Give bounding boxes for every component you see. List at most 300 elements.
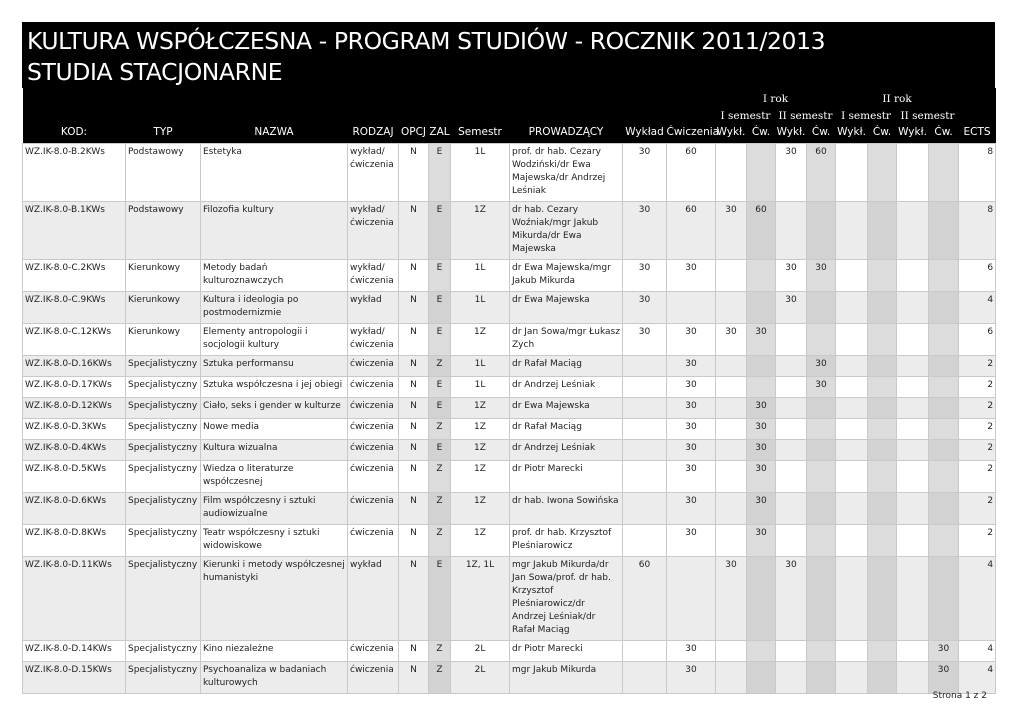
cell-zal: E <box>429 323 451 355</box>
column-header: Semestr <box>458 126 502 139</box>
cell-prowadzacy: prof. dr hab. Krzysztof Pleśniarowicz <box>510 524 623 556</box>
cell-s4w <box>897 376 929 397</box>
column-header: Ćw. <box>872 126 892 139</box>
cell-nazwa: Estetyka <box>201 143 348 201</box>
cell-opcj: N <box>399 418 429 439</box>
cell-typ: Kierunkowy <box>126 259 201 291</box>
cell-wyklad <box>623 492 667 524</box>
cell-kod: WZ.IK-8.0-D.14KWs <box>23 640 126 661</box>
cell-prowadzacy: prof. dr hab. Cezary Wodziński/dr Ewa Majewska/dr Andrzej Leśniak <box>510 143 623 201</box>
table-row <box>23 524 996 556</box>
cell-prowadzacy: dr Rafał Maciąg <box>510 418 623 439</box>
cell-ects: 4 <box>959 291 996 323</box>
cell-rodzaj: ćwiczenia <box>348 524 399 556</box>
cell-s3w <box>836 460 868 492</box>
cell-s4c <box>929 418 959 439</box>
cell-s3w <box>836 376 868 397</box>
cell-s2w <box>776 201 807 259</box>
cell-wyklad <box>623 376 667 397</box>
column-header: Ćw. <box>934 126 953 139</box>
table-row <box>23 323 996 355</box>
page-number: Strona 1 z 2 <box>932 691 987 701</box>
cell-cwiczenia: 30 <box>667 439 716 460</box>
cell-s2c <box>807 397 836 418</box>
column-header: Ćwiczenia <box>666 126 720 139</box>
cell-s1c: 60 <box>747 201 776 259</box>
cell-s2w <box>776 376 807 397</box>
cell-s2w <box>776 640 807 661</box>
cell-s3w <box>836 323 868 355</box>
column-header: Wykł. <box>837 126 866 139</box>
cell-s1w <box>716 143 747 201</box>
cell-s2w <box>776 492 807 524</box>
cell-semestr: 1Z, 1L <box>451 556 510 640</box>
cell-typ: Specjalistyczny <box>126 355 201 376</box>
semester-header: II semestr <box>778 110 833 122</box>
cell-rodzaj: wykład/ ćwiczenia <box>348 201 399 259</box>
cell-wyklad <box>623 460 667 492</box>
cell-zal: Z <box>429 492 451 524</box>
cell-s1w: 30 <box>716 323 747 355</box>
cell-s2w <box>776 418 807 439</box>
cell-typ: Specjalistyczny <box>126 460 201 492</box>
cell-s2w <box>776 661 807 693</box>
cell-s1c <box>747 661 776 693</box>
cell-s3c <box>868 376 897 397</box>
cell-s3c <box>868 524 897 556</box>
cell-zal: Z <box>429 524 451 556</box>
cell-s3w <box>836 201 868 259</box>
column-header: TYP <box>153 126 173 139</box>
cell-s1w: 30 <box>716 201 747 259</box>
cell-semestr: 1L <box>451 376 510 397</box>
cell-s1w <box>716 291 747 323</box>
cell-semestr: 1Z <box>451 418 510 439</box>
cell-cwiczenia: 30 <box>667 661 716 693</box>
cell-s3w <box>836 661 868 693</box>
cell-typ: Kierunkowy <box>126 323 201 355</box>
cell-opcj: N <box>399 397 429 418</box>
cell-prowadzacy: dr Andrzej Leśniak <box>510 439 623 460</box>
column-header: Wykł. <box>716 126 746 139</box>
cell-nazwa: Psychoanaliza w badaniach kulturowych <box>201 661 348 693</box>
cell-rodzaj: ćwiczenia <box>348 397 399 418</box>
cell-rodzaj: ćwiczenia <box>348 492 399 524</box>
cell-wyklad <box>623 439 667 460</box>
cell-kod: WZ.IK-8.0-D.5KWs <box>23 460 126 492</box>
cell-s1c: 30 <box>747 524 776 556</box>
table-row <box>23 556 996 640</box>
table-header <box>23 88 996 143</box>
cell-s3w <box>836 143 868 201</box>
cell-s2w <box>776 524 807 556</box>
cell-cwiczenia: 60 <box>667 143 716 201</box>
cell-prowadzacy: dr Andrzej Leśniak <box>510 376 623 397</box>
cell-s1w <box>716 460 747 492</box>
cell-opcj: N <box>399 323 429 355</box>
cell-wyklad: 30 <box>623 323 667 355</box>
semester-header: I semestr <box>841 110 891 122</box>
cell-s1w <box>716 492 747 524</box>
table-row <box>23 439 996 460</box>
program-table <box>22 88 996 694</box>
column-header: KOD: <box>60 126 88 139</box>
cell-s3c <box>868 640 897 661</box>
cell-s3w <box>836 397 868 418</box>
cell-s3c <box>868 291 897 323</box>
cell-s4c <box>929 143 959 201</box>
cell-s3c <box>868 143 897 201</box>
cell-nazwa: Wiedza o literaturze współczesnej <box>201 460 348 492</box>
cell-prowadzacy: dr hab. Iwona Sowińska <box>510 492 623 524</box>
table-row <box>23 291 996 323</box>
cell-s3w <box>836 556 868 640</box>
column-header: Ćw. <box>751 126 771 139</box>
cell-s1w <box>716 376 747 397</box>
cell-nazwa: Sztuka współczesna i jej obiegi <box>201 376 348 397</box>
cell-semestr: 1Z <box>451 460 510 492</box>
cell-ects: 2 <box>959 355 996 376</box>
table-row <box>23 376 996 397</box>
cell-ects: 2 <box>959 376 996 397</box>
cell-s1c <box>747 640 776 661</box>
cell-s3c <box>868 355 897 376</box>
cell-s1c <box>747 291 776 323</box>
cell-nazwa: Kultura wizualna <box>201 439 348 460</box>
cell-rodzaj: wykład <box>348 291 399 323</box>
cell-typ: Podstawowy <box>126 201 201 259</box>
cell-cwiczenia: 30 <box>667 524 716 556</box>
cell-s3w <box>836 418 868 439</box>
cell-s4w <box>897 556 929 640</box>
cell-zal: E <box>429 291 451 323</box>
cell-zal: E <box>429 397 451 418</box>
cell-kod: WZ.IK-8.0-C.2KWs <box>23 259 126 291</box>
cell-s1c: 30 <box>747 397 776 418</box>
cell-s3c <box>868 397 897 418</box>
cell-s1c <box>747 376 776 397</box>
cell-nazwa: Nowe media <box>201 418 348 439</box>
cell-ects: 8 <box>959 143 996 201</box>
column-header: Wykł. <box>898 126 927 139</box>
cell-opcj: N <box>399 661 429 693</box>
cell-zal: E <box>429 439 451 460</box>
cell-s4w <box>897 460 929 492</box>
column-header: ECTS <box>963 126 991 139</box>
cell-typ: Specjalistyczny <box>126 661 201 693</box>
cell-zal: Z <box>429 640 451 661</box>
cell-s4w <box>897 259 929 291</box>
cell-semestr: 1Z <box>451 397 510 418</box>
cell-semestr: 1L <box>451 291 510 323</box>
semester-header: II semestr <box>900 110 955 122</box>
page-subtitle: STUDIA STACJONARNE <box>27 58 283 86</box>
cell-kod: WZ.IK-8.0-D.8KWs <box>23 524 126 556</box>
cell-s2w <box>776 460 807 492</box>
cell-wyklad <box>623 397 667 418</box>
cell-kod: WZ.IK-8.0-C.9KWs <box>23 291 126 323</box>
cell-zal: Z <box>429 460 451 492</box>
column-header: OPCJ <box>400 126 427 139</box>
cell-kod: WZ.IK-8.0-D.11KWs <box>23 556 126 640</box>
cell-s1c: 30 <box>747 492 776 524</box>
cell-s1c: 30 <box>747 460 776 492</box>
cell-s2w: 30 <box>776 291 807 323</box>
cell-prowadzacy: dr hab. Cezary Woźniak/mgr Jakub Mikurda/dr Ewa Majewska <box>510 201 623 259</box>
cell-prowadzacy: mgr Jakub Mikurda <box>510 661 623 693</box>
cell-semestr: 1Z <box>451 524 510 556</box>
cell-s4w <box>897 291 929 323</box>
cell-zal: Z <box>429 661 451 693</box>
cell-ects: 2 <box>959 524 996 556</box>
cell-opcj: N <box>399 556 429 640</box>
cell-wyklad: 30 <box>623 259 667 291</box>
cell-opcj: N <box>399 524 429 556</box>
cell-ects: 2 <box>959 460 996 492</box>
table-row <box>23 259 996 291</box>
cell-opcj: N <box>399 143 429 201</box>
cell-s2c: 30 <box>807 355 836 376</box>
cell-prowadzacy: dr Piotr Marecki <box>510 460 623 492</box>
cell-s2c <box>807 492 836 524</box>
cell-s4w <box>897 355 929 376</box>
table-row <box>23 460 996 492</box>
cell-typ: Specjalistyczny <box>126 376 201 397</box>
cell-cwiczenia: 30 <box>667 418 716 439</box>
cell-prowadzacy: dr Jan Sowa/mgr Łukasz Zych <box>510 323 623 355</box>
cell-s2c <box>807 524 836 556</box>
cell-ects: 8 <box>959 201 996 259</box>
cell-kod: WZ.IK-8.0-D.17KWs <box>23 376 126 397</box>
cell-prowadzacy: mgr Jakub Mikurda/dr Jan Sowa/prof. dr hab. Krzysztof Pleśniarowicz/dr Andrzej Leśniak/dr Rafał Maciąg <box>510 556 623 640</box>
cell-s1c: 30 <box>747 323 776 355</box>
cell-s2c <box>807 640 836 661</box>
column-header: PROWADZĄCY <box>528 126 604 139</box>
cell-opcj: N <box>399 640 429 661</box>
cell-typ: Podstawowy <box>126 143 201 201</box>
table-row <box>23 418 996 439</box>
cell-s2c <box>807 460 836 492</box>
cell-semestr: 1Z <box>451 201 510 259</box>
cell-ects: 4 <box>959 640 996 661</box>
semester-header: I semestr <box>720 110 771 122</box>
cell-opcj: N <box>399 291 429 323</box>
cell-zal: E <box>429 259 451 291</box>
cell-kod: WZ.IK-8.0-D.15KWs <box>23 661 126 693</box>
program-sheet <box>22 22 995 694</box>
cell-s2w: 30 <box>776 556 807 640</box>
cell-s3w <box>836 640 868 661</box>
cell-kod: WZ.IK-8.0-D.12KWs <box>23 397 126 418</box>
cell-s2w <box>776 355 807 376</box>
cell-rodzaj: ćwiczenia <box>348 661 399 693</box>
cell-s4c <box>929 460 959 492</box>
cell-ects: 2 <box>959 492 996 524</box>
cell-nazwa: Kierunki i metody współczesnej humanistyki <box>201 556 348 640</box>
cell-s4c <box>929 201 959 259</box>
cell-cwiczenia: 30 <box>667 259 716 291</box>
cell-s1c: 30 <box>747 418 776 439</box>
table-row <box>23 640 996 661</box>
cell-cwiczenia: 30 <box>667 376 716 397</box>
cell-s2w <box>776 397 807 418</box>
cell-s1w <box>716 661 747 693</box>
cell-rodzaj: ćwiczenia <box>348 640 399 661</box>
table-row <box>23 492 996 524</box>
cell-opcj: N <box>399 201 429 259</box>
cell-rodzaj: ćwiczenia <box>348 460 399 492</box>
column-header: Wykł. <box>776 126 806 139</box>
cell-s1c <box>747 556 776 640</box>
column-header: RODZAJ <box>352 126 394 139</box>
cell-semestr: 2L <box>451 661 510 693</box>
cell-wyklad: 30 <box>623 291 667 323</box>
cell-s3c <box>868 556 897 640</box>
table-body <box>23 143 996 693</box>
cell-opcj: N <box>399 355 429 376</box>
cell-s2c <box>807 418 836 439</box>
cell-s3c <box>868 661 897 693</box>
cell-ects: 4 <box>959 661 996 693</box>
cell-semestr: 1Z <box>451 323 510 355</box>
cell-zal: Z <box>429 418 451 439</box>
cell-kod: WZ.IK-8.0-B.2KWs <box>23 143 126 201</box>
cell-semestr: 1L <box>451 259 510 291</box>
cell-kod: WZ.IK-8.0-D.3KWs <box>23 418 126 439</box>
cell-kod: WZ.IK-8.0-D.16KWs <box>23 355 126 376</box>
cell-zal: Z <box>429 355 451 376</box>
cell-s1w <box>716 397 747 418</box>
cell-s1w <box>716 355 747 376</box>
cell-s3c <box>868 201 897 259</box>
cell-s4c <box>929 291 959 323</box>
cell-cwiczenia: 30 <box>667 492 716 524</box>
cell-opcj: N <box>399 376 429 397</box>
cell-semestr: 1L <box>451 143 510 201</box>
cell-prowadzacy: dr Ewa Majewska/mgr Jakub Mikurda <box>510 259 623 291</box>
cell-opcj: N <box>399 492 429 524</box>
cell-s2c <box>807 323 836 355</box>
cell-s4c <box>929 492 959 524</box>
cell-s1w <box>716 524 747 556</box>
cell-s1c <box>747 143 776 201</box>
cell-prowadzacy: dr Rafał Maciąg <box>510 355 623 376</box>
cell-typ: Specjalistyczny <box>126 418 201 439</box>
cell-wyklad <box>623 355 667 376</box>
cell-s1w <box>716 259 747 291</box>
cell-cwiczenia: 30 <box>667 460 716 492</box>
cell-s3w <box>836 439 868 460</box>
cell-s4w <box>897 323 929 355</box>
cell-rodzaj: ćwiczenia <box>348 418 399 439</box>
cell-typ: Kierunkowy <box>126 291 201 323</box>
cell-s4w <box>897 524 929 556</box>
cell-kod: WZ.IK-8.0-C.12KWs <box>23 323 126 355</box>
cell-cwiczenia: 30 <box>667 323 716 355</box>
cell-zal: E <box>429 376 451 397</box>
cell-rodzaj: wykład/ ćwiczenia <box>348 143 399 201</box>
cell-cwiczenia <box>667 291 716 323</box>
cell-s3w <box>836 524 868 556</box>
cell-s4w <box>897 143 929 201</box>
cell-s4c <box>929 524 959 556</box>
cell-rodzaj: wykład <box>348 556 399 640</box>
cell-s1c <box>747 355 776 376</box>
cell-s1w <box>716 640 747 661</box>
cell-s2w <box>776 323 807 355</box>
cell-nazwa: Film współczesny i sztuki audiowizualne <box>201 492 348 524</box>
cell-semestr: 1Z <box>451 492 510 524</box>
cell-semestr: 2L <box>451 640 510 661</box>
cell-rodzaj: wykład/ ćwiczenia <box>348 259 399 291</box>
cell-wyklad <box>623 418 667 439</box>
cell-semestr: 1Z <box>451 439 510 460</box>
cell-nazwa: Kultura i ideologia po postmodernizmie <box>201 291 348 323</box>
column-header: NAZWA <box>254 126 294 139</box>
table-row <box>23 355 996 376</box>
cell-s4c: 30 <box>929 661 959 693</box>
cell-s3w <box>836 492 868 524</box>
cell-s2c: 30 <box>807 259 836 291</box>
cell-s2c <box>807 556 836 640</box>
cell-s2c <box>807 291 836 323</box>
cell-wyklad <box>623 640 667 661</box>
cell-s4c <box>929 323 959 355</box>
cell-s2w <box>776 439 807 460</box>
year-1-header: I rok <box>762 93 789 105</box>
cell-s1c: 30 <box>747 439 776 460</box>
cell-typ: Specjalistyczny <box>126 439 201 460</box>
cell-s2c <box>807 661 836 693</box>
page-title: KULTURA WSPÓŁCZESNA - PROGRAM STUDIÓW - ROCZNIK 2011/2013 <box>27 27 826 55</box>
cell-nazwa: Kino niezależne <box>201 640 348 661</box>
cell-nazwa: Ciało, seks i gender w kulturze <box>201 397 348 418</box>
cell-zal: E <box>429 556 451 640</box>
cell-cwiczenia: 30 <box>667 640 716 661</box>
cell-wyklad <box>623 661 667 693</box>
cell-zal: E <box>429 201 451 259</box>
column-header: Wykład <box>625 126 664 139</box>
cell-s4c: 30 <box>929 640 959 661</box>
cell-s3c <box>868 418 897 439</box>
table-row <box>23 201 996 259</box>
cell-s4c <box>929 376 959 397</box>
cell-wyklad <box>623 524 667 556</box>
cell-cwiczenia <box>667 556 716 640</box>
cell-ects: 2 <box>959 439 996 460</box>
cell-s2w: 30 <box>776 259 807 291</box>
cell-s3c <box>868 439 897 460</box>
cell-rodzaj: wykład/ ćwiczenia <box>348 323 399 355</box>
cell-s1w <box>716 418 747 439</box>
cell-s2c: 30 <box>807 376 836 397</box>
cell-cwiczenia: 60 <box>667 201 716 259</box>
column-header: ZAL <box>429 126 450 139</box>
cell-s4c <box>929 355 959 376</box>
cell-typ: Specjalistyczny <box>126 556 201 640</box>
cell-s4c <box>929 259 959 291</box>
cell-wyklad: 30 <box>623 143 667 201</box>
cell-s4w <box>897 418 929 439</box>
cell-s2c: 60 <box>807 143 836 201</box>
cell-typ: Specjalistyczny <box>126 492 201 524</box>
cell-s2w: 30 <box>776 143 807 201</box>
cell-s4c <box>929 439 959 460</box>
cell-s4w <box>897 439 929 460</box>
cell-s4w <box>897 640 929 661</box>
cell-ects: 2 <box>959 397 996 418</box>
cell-s3w <box>836 291 868 323</box>
